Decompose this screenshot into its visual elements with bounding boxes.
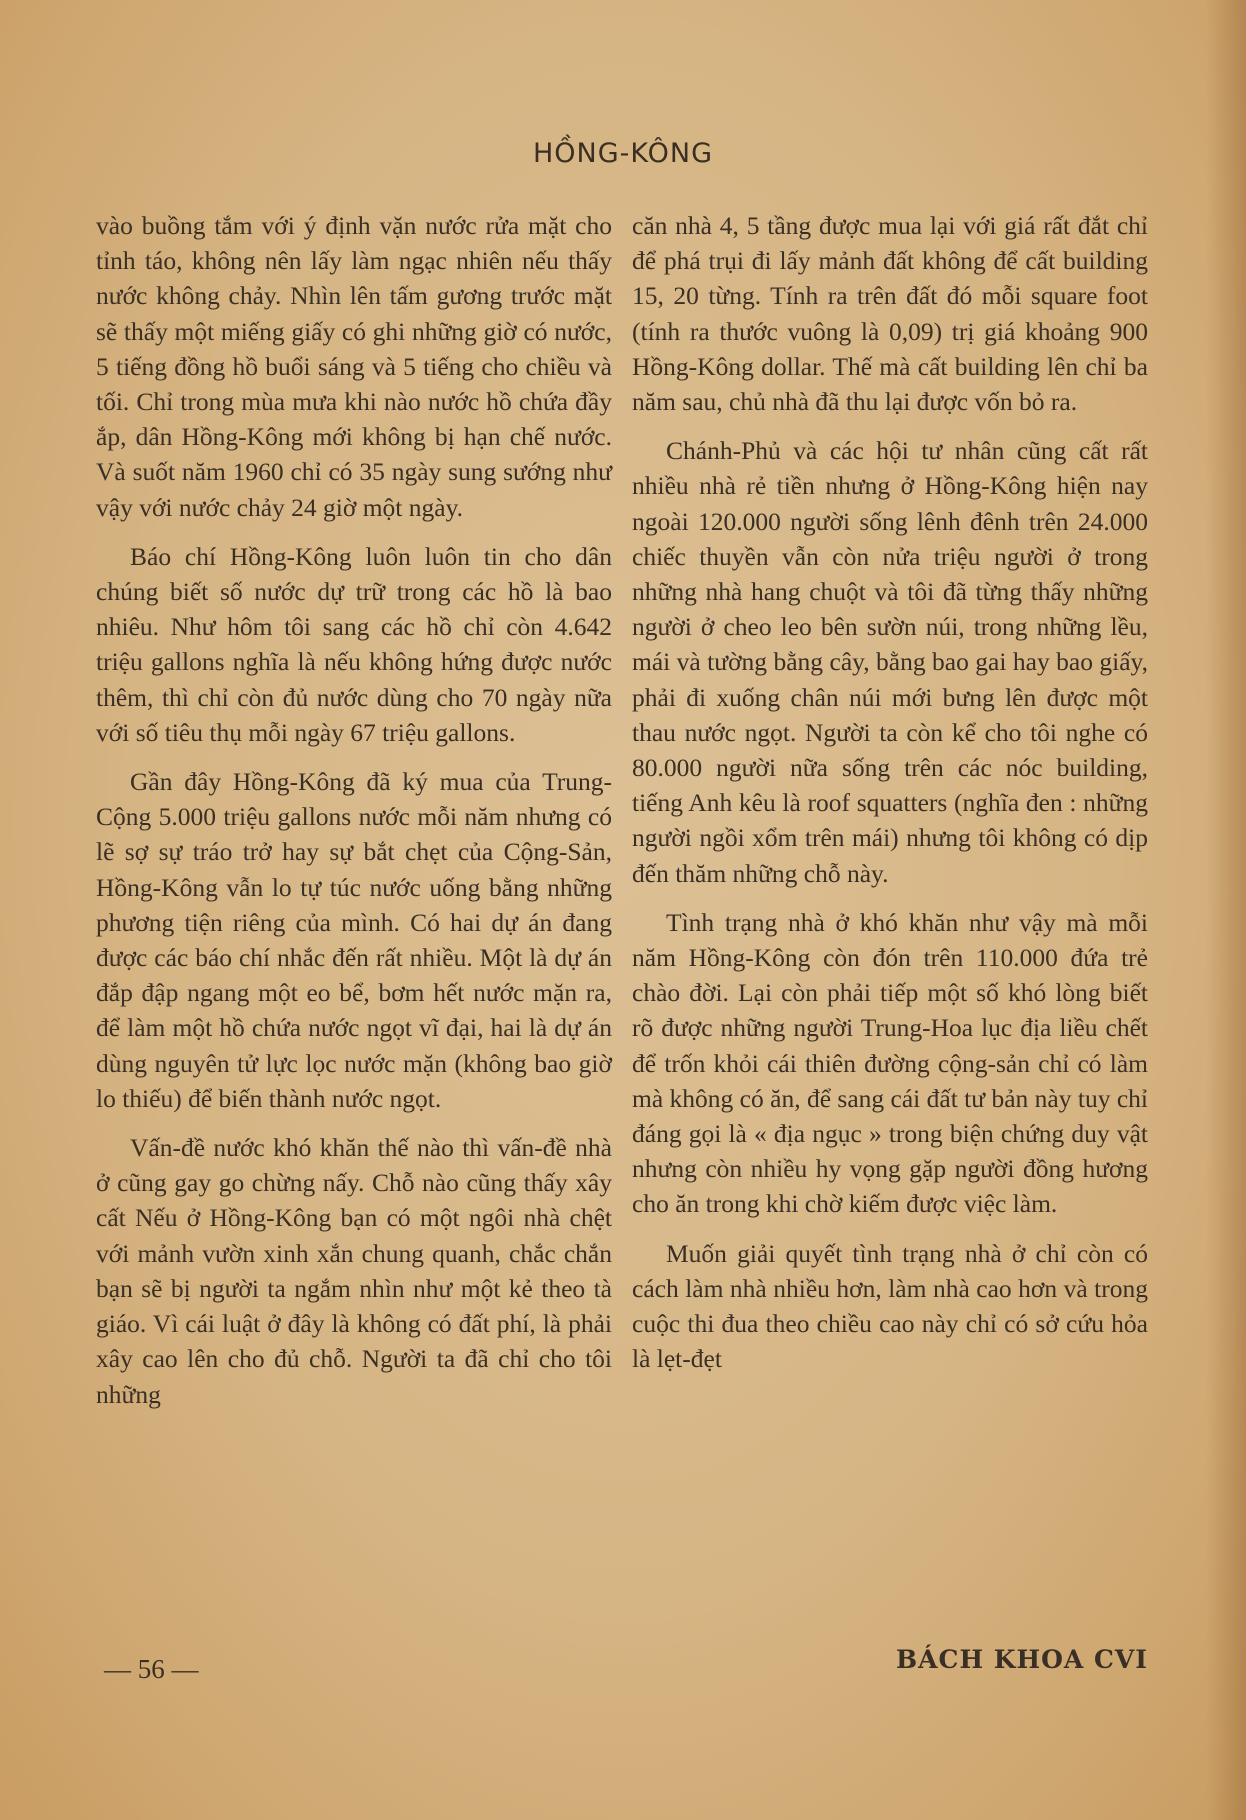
paragraph: Báo chí Hồng-Kông luôn luôn tin cho dân chúng biết số nước dự trữ trong các hồ là bao nhiêu. Như hôm tôi sang các hồ chỉ còn 4.642 triệu gallons nghĩa là nếu không hứng được nước thêm, thì chỉ còn đủ nước dùng cho 70 ngày nữa với số tiêu thụ mỗi ngày 67 triệu gallons. [96, 541, 612, 747]
paragraph: Muốn giải quyết tình trạng nhà ở chỉ còn có cách làm nhà nhiều hơn, làm nhà cao hơn và trong cuộc thi đua theo chiều cao này chỉ có sở cứu hỏa là lẹt-đẹt [632, 1238, 1148, 1374]
running-head-title: HỒNG-KÔNG [532, 138, 714, 169]
paragraph: Gần đây Hồng-Kông đã ký mua của Trung-Cộng 5.000 triệu gallons nước mỗi năm nhưng có lẽ sợ sự tráo trở hay sự bắt chẹt của Cộng-Sản, Hồng-Kông vẫn lo tự túc nước uống bằng những phương tiện riêng của mình. Có hai dự án đang được các báo chí nhắc đến rất nhiều. Một là dự án đắp đập ngang một eo bể, bơm hết nước mặn ra, để làm một hồ chứa nước ngọt vĩ đại, hai là dự án dùng nguyên tử lực lọc nước mặn (không bao giờ lo thiếu) để biến thành nước ngọt. [96, 767, 612, 1113]
page-number: — 56 — [104, 1654, 199, 1684]
paragraph: Chánh-Phủ và các hội tư nhân cũng cất rất nhiều nhà rẻ tiền nhưng ở Hồng-Kông hiện nay ngoài 120.000 người sống lênh đênh trên 24.000 chiếc thuyền vẫn còn nửa triệu người ở trong những nhà hang chuột và tôi đã từng thấy những người ở cheo leo bên sườn núi, trong những lều, mái và tường bằng cây, bằng bao gai hay bao giấy, phải đi xuống chân núi mới bưng lên được một thau nước ngọt. Người ta còn kể cho tôi nghe có 80.000 người nữa sống trên các nóc building, tiếng Anh kêu là roof squatters (nghĩa đen : những người ngồi xổm trên mái) nhưng tôi không có dịp đến thăm những chỗ này. [632, 436, 1148, 888]
paragraph: Vấn-đề nước khó khăn thế nào thì vấn-đề nhà ở cũng gay go chừng nấy. Chỗ nào cũng thấy xây cất Nếu ở Hồng-Kông bạn có một ngôi nhà chệt với mảnh vườn xinh xắn chung quanh, chắc chắn bạn sẽ bị người ta ngắm nhìn như một kẻ theo tà giáo. Vì cái luật ở đây là không có đất phí, là phải xây cao lên cho đủ chỗ. Người ta đã chỉ cho tôi những [96, 1133, 612, 1409]
right-column [632, 208, 1148, 1391]
page-edge-shadow [1206, 0, 1246, 1820]
paragraph: Tình trạng nhà ở khó khăn như vậy mà mỗi năm Hồng-Kông còn đón trên 110.000 đứa trẻ chào đời. Lại còn phải tiếp một số khó lòng biết rõ được những người Trung-Hoa lục địa liều chết để trốn khỏi cái thiên đường cộng-sản chỉ có làm mà không có ăn, để sang cái đất tư bản này tuy chỉ đáng gọi là « địa ngục » trong biện chứng duy vật nhưng còn nhiều hy vọng gặp người đồng hương cho ăn trong khi chờ kiếm được việc làm. [632, 907, 1148, 1219]
journal-name: BÁCH KHOA CVI [896, 1645, 1148, 1674]
paragraph: vào buồng tắm với ý định vặn nước rửa mặt cho tỉnh táo, không nên lấy làm ngạc nhiên nếu thấy nước không chảy. Nhìn lên tấm gương trước mặt sẽ thấy một miếng giấy có ghi những giờ có nước, 5 tiếng đồng hồ buổi sáng và 5 tiếng cho chiều và tối. Chỉ trong mùa mưa khi nào nước hồ chứa đầy ắp, dân Hồng-Kông mới không bị hạn chế nước. Và suốt năm 1960 chỉ có 35 ngày sung sướng như vậy với nước chảy 24 giờ một ngày. [96, 211, 612, 522]
left-column [96, 208, 612, 1426]
paragraph: căn nhà 4, 5 tầng được mua lại với giá rất đắt chỉ để phá trụi đi lấy mảnh đất không để cất building 15, 20 từng. Tính ra trên đất đó mỗi square foot (tính ra thước vuông là 0,09) trị giá khoảng 900 Hồng-Kông dollar. Thế mà cất building lên chỉ ba năm sau, chủ nhà đã thu lại được vốn bỏ ra. [632, 211, 1148, 417]
